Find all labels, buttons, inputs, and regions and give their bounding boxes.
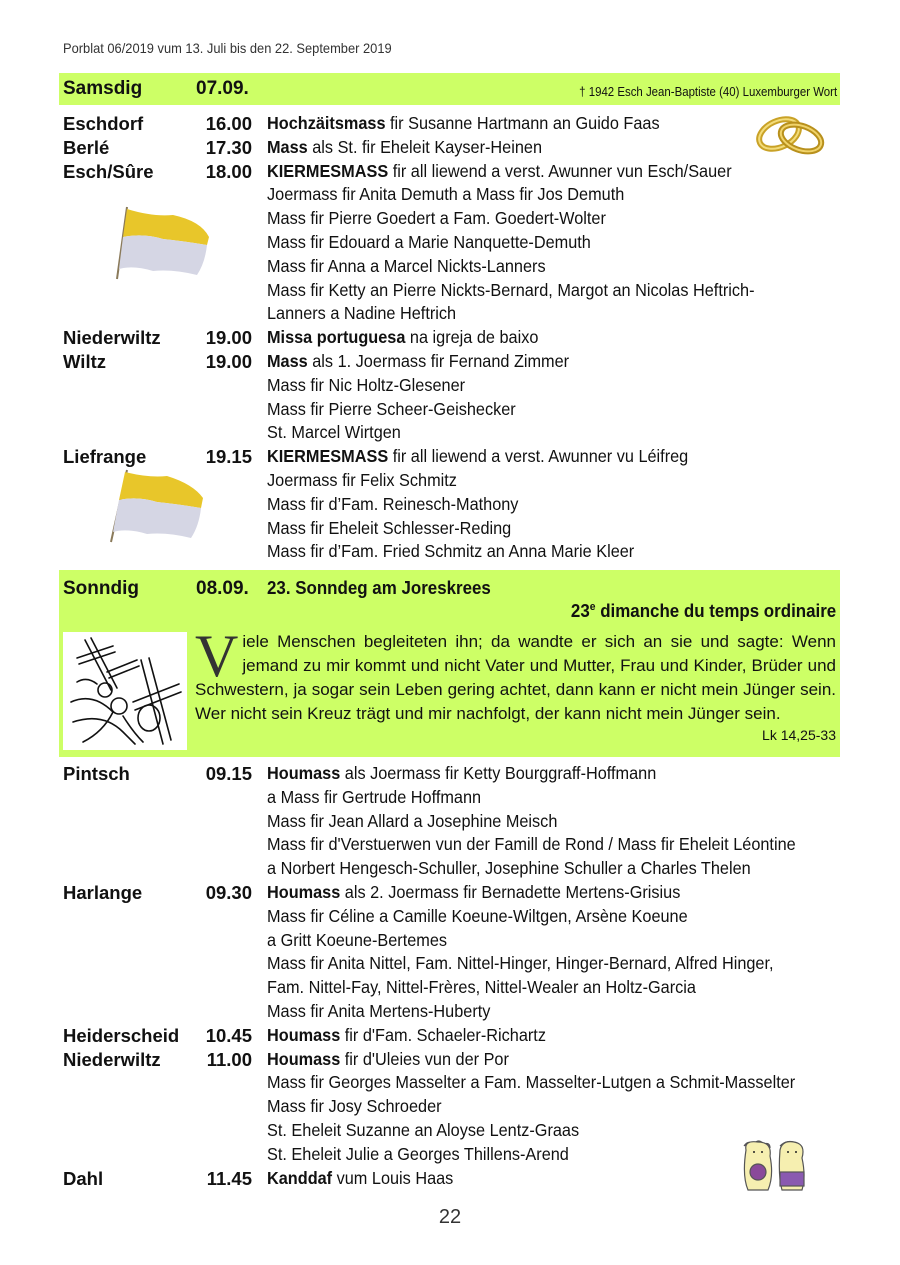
intention-text: als 2. Joermass fir Bernadette Mertens-Grisius xyxy=(340,881,681,902)
schedule-row xyxy=(63,398,843,422)
place-name: Pintsch xyxy=(63,763,130,784)
mass-intention xyxy=(267,160,732,184)
place-name: Liefrange xyxy=(63,446,147,468)
schedule-row xyxy=(63,1048,843,1072)
mass-intention xyxy=(267,952,774,976)
schedule-row xyxy=(63,302,843,326)
mass-intention xyxy=(267,112,660,136)
schedule-row xyxy=(63,1000,843,1024)
mass-type: Missa portuguesa xyxy=(267,327,406,348)
intention-text: fir all liewend a verst. Awunner vun Esch/Sauer xyxy=(388,160,732,181)
mass-intention xyxy=(267,1071,795,1095)
schedule-row xyxy=(63,136,843,160)
mass-time: 18.00 xyxy=(205,160,252,182)
intention-text: fir Susanne Hartmann an Guido Faas xyxy=(385,113,660,133)
mass-intention xyxy=(267,929,447,953)
mass-intention xyxy=(267,255,546,279)
intention-text: Mass fir d'Verstuerwen vun der Famill de Rond / Mass fir Eheleit Léontine xyxy=(267,834,796,855)
mass-intention xyxy=(267,445,688,469)
mass-intention xyxy=(267,857,751,881)
place-name: Wiltz xyxy=(63,350,106,372)
mass-time: 19.00 xyxy=(205,327,252,349)
intention-text: Mass fir Georges Masselter a Fam. Masselter-Lutgen a Schmit-Masselter xyxy=(267,1072,796,1093)
intention-text: na igreja de baixo xyxy=(405,327,539,348)
schedule-row xyxy=(63,350,843,374)
mass-intention xyxy=(267,786,481,810)
mass-intention xyxy=(267,833,796,857)
intention-text: fir d'Fam. Schaeler-Richartz xyxy=(340,1024,546,1045)
intention-text: Mass fir Pierre Goedert a Fam. Goedert-Wolter xyxy=(267,208,606,229)
mass-intention xyxy=(267,1024,546,1048)
gospel-text: iele Menschen begleiteten ihn; da wandte er sich an sie und sagte: Wenn jemand zu mir kommt und nicht Vater und Mutter, Frau und Kinder, Brüder und Schwestern, ja sogar sein Leben gering achtet, dann kann er nicht mein Jünger sein. Wer nicht sein Kreuz trägt und mir nachfolgt, der kann nicht mein Jünger sein. xyxy=(195,632,836,723)
mass-type: Houmass xyxy=(267,1024,341,1045)
intention-text: St. Marcel Wirtgen xyxy=(267,422,401,443)
mass-time: 11.00 xyxy=(206,1048,252,1070)
place-name: Heiderscheid xyxy=(63,1024,180,1046)
sunday-band xyxy=(59,570,840,757)
schedule-row xyxy=(63,160,843,184)
mass-type: KIERMESMASS xyxy=(267,160,389,181)
mass-intention xyxy=(267,279,755,303)
subtitle-number: 23 xyxy=(570,601,590,621)
mass-intention xyxy=(267,374,465,398)
intention-text: Mass fir Edouard a Marie Nanquette-Demuth xyxy=(267,231,591,252)
schedule-row xyxy=(63,762,843,786)
intention-text: fir d'Uleies vun der Por xyxy=(340,1048,509,1069)
papal-flag-icon xyxy=(113,203,213,283)
sunday-subtitle xyxy=(571,601,836,622)
intention-text: Mass fir Pierre Scheer-Geishecker xyxy=(267,398,516,419)
mass-intention xyxy=(267,1143,569,1167)
sunday-schedule xyxy=(63,762,843,1190)
schedule-row xyxy=(63,1071,843,1095)
place-name: Berlé xyxy=(63,136,110,158)
mass-intention xyxy=(267,1048,509,1072)
mass-time: 19.00 xyxy=(205,350,252,372)
intention-text: Joermass fir Anita Demuth a Mass fir Jos Demuth xyxy=(267,184,625,205)
intention-text: Lanners a Nadine Heftrich xyxy=(267,303,457,324)
mass-type: Mass xyxy=(267,136,308,157)
intention-text: Mass fir Jean Allard a Josephine Meisch xyxy=(267,810,558,831)
mass-type: Houmass xyxy=(267,1048,341,1069)
mass-intention xyxy=(267,398,516,422)
schedule-row xyxy=(63,857,843,881)
mass-intention xyxy=(267,1167,453,1191)
day-date: 08.09. xyxy=(196,578,249,599)
mass-intention xyxy=(267,469,457,493)
gospel-quote xyxy=(195,623,836,726)
place-name: Eschdorf xyxy=(63,113,144,134)
intention-text: Mass fir Eheleit Schlesser-Reding xyxy=(267,517,512,538)
intention-text: Mass fir Anna a Marcel Nickts-Lanners xyxy=(267,255,546,276)
mass-type: Houmass xyxy=(267,763,341,783)
intention-text: als 1. Joermass fir Fernand Zimmer xyxy=(307,350,570,371)
schedule-row xyxy=(63,833,843,857)
intention-text: Mass fir Anita Nittel, Fam. Nittel-Hinger, Hinger-Bernard, Alfred Hinger, xyxy=(267,953,774,974)
intention-text: Mass fir Nic Holtz-Glesener xyxy=(267,374,466,395)
mass-type: Houmass xyxy=(267,881,341,902)
subtitle-text: dimanche du temps ordinaire xyxy=(595,601,836,621)
intention-text: a Norbert Hengesch-Schuller, Josephine Schuller a Charles Thelen xyxy=(267,858,751,879)
mass-intention xyxy=(267,183,624,207)
place-name: Niederwiltz xyxy=(63,327,161,349)
mass-intention xyxy=(267,810,557,834)
schedule-row xyxy=(63,1119,843,1143)
mass-type: Hochzäitsmass xyxy=(267,113,386,133)
schedule-row xyxy=(63,1095,843,1119)
sunday-title: 23. Sonndeg am Joreskrees xyxy=(267,578,491,598)
place-name: Niederwiltz xyxy=(63,1048,161,1070)
gospel-dropcap: V xyxy=(195,623,239,689)
mass-type: KIERMESMASS xyxy=(267,446,389,467)
schedule-row xyxy=(63,881,843,905)
way-of-cross-drawing xyxy=(63,632,187,750)
mass-intention xyxy=(267,231,591,255)
intention-text: Mass fir Anita Mertens-Huberty xyxy=(267,1000,491,1021)
mass-intention xyxy=(267,136,542,160)
mass-intention xyxy=(267,1000,490,1024)
mass-intention xyxy=(267,302,456,326)
intention-text: vum Louis Haas xyxy=(332,1167,454,1188)
page-header: Porblat 06/2019 vum 13. Juli bis den 22. September 2019 xyxy=(63,40,392,56)
mass-time: 19.15 xyxy=(205,446,252,468)
schedule-row xyxy=(63,905,843,929)
mass-intention xyxy=(267,517,511,541)
schedule-row xyxy=(63,1167,843,1191)
schedule-row xyxy=(63,1024,843,1048)
mass-time: 09.15 xyxy=(205,763,252,784)
mass-time: 11.45 xyxy=(206,1167,252,1189)
intention-text: als St. fir Eheleit Kayser-Heinen xyxy=(307,136,543,157)
death-note: † 1942 Esch Jean-Baptiste (40) Luxemburger Wort xyxy=(579,84,837,99)
wedding-rings-icon xyxy=(752,112,828,158)
intention-text: St. Eheleit Suzanne an Aloyse Lentz-Graas xyxy=(267,1119,580,1140)
mass-intention xyxy=(267,905,688,929)
schedule-row xyxy=(63,374,843,398)
intention-text: Mass fir d’Fam. Fried Schmitz an Anna Marie Kleer xyxy=(267,541,635,562)
mass-intention xyxy=(267,762,656,786)
schedule-row xyxy=(63,326,843,350)
mass-intention xyxy=(267,1119,579,1143)
children-grapes-drawing xyxy=(738,1136,810,1194)
intention-text: St. Eheleit Julie a Georges Thillens-Arend xyxy=(267,1143,569,1164)
schedule-row xyxy=(63,786,843,810)
day-date: 07.09. xyxy=(196,78,249,99)
intention-text: fir all liewend a verst. Awunner vu Léifreg xyxy=(388,446,689,467)
mass-intention xyxy=(267,350,569,374)
mass-time: 16.00 xyxy=(205,113,252,134)
cross-drawing-frame xyxy=(63,632,187,750)
subtitle-superscript: e xyxy=(589,601,596,613)
place-name: Esch/Sûre xyxy=(63,160,154,182)
schedule-row xyxy=(63,1143,843,1167)
intention-text: Mass fir Ketty an Pierre Nickts-Bernard, Margot an Nicolas Heftrich- xyxy=(267,279,755,300)
schedule-row xyxy=(63,810,843,834)
intention-text: als Joermass fir Ketty Bourggraff-Hoffmann xyxy=(340,763,657,783)
schedule-row xyxy=(63,976,843,1000)
mass-type: Kanddaf xyxy=(267,1167,333,1188)
schedule-row xyxy=(63,952,843,976)
place-name: Dahl xyxy=(63,1167,104,1189)
mass-intention xyxy=(267,493,518,517)
day-label: Sonndig xyxy=(63,578,139,599)
mass-intention xyxy=(267,326,538,350)
intention-text: Mass fir Josy Schroeder xyxy=(267,1096,442,1117)
mass-intention xyxy=(267,421,401,445)
intention-text: a Gritt Koeune-Bertemes xyxy=(267,929,448,950)
intention-text: Fam. Nittel-Fay, Nittel-Frères, Nittel-Wealer an Holtz-Garcia xyxy=(267,977,696,998)
mass-time: 10.45 xyxy=(205,1024,252,1046)
mass-intention xyxy=(267,1095,442,1119)
saturday-band xyxy=(59,73,840,105)
day-label: Samsdig xyxy=(63,78,143,99)
mass-type: Mass xyxy=(267,350,308,371)
gospel-reference: Lk 14,25-33 xyxy=(762,727,836,743)
mass-intention xyxy=(267,976,696,1000)
intention-text: Mass fir d’Fam. Reinesch-Mathony xyxy=(267,493,519,514)
mass-intention xyxy=(267,207,606,231)
mass-time: 17.30 xyxy=(205,136,252,158)
intention-text: Joermass fir Felix Schmitz xyxy=(267,469,457,490)
mass-time: 09.30 xyxy=(205,881,252,903)
intention-text: a Mass fir Gertrude Hoffmann xyxy=(267,786,482,807)
schedule-row xyxy=(63,421,843,445)
page-number: 22 xyxy=(438,1206,462,1228)
schedule-row xyxy=(63,112,843,136)
schedule-row xyxy=(63,929,843,953)
mass-intention xyxy=(267,881,680,905)
intention-text: Mass fir Céline a Camille Koeune-Wiltgen, Arsène Koeune xyxy=(267,905,688,926)
papal-flag-icon xyxy=(105,466,205,546)
place-name: Harlange xyxy=(63,881,143,903)
mass-intention xyxy=(267,540,634,564)
